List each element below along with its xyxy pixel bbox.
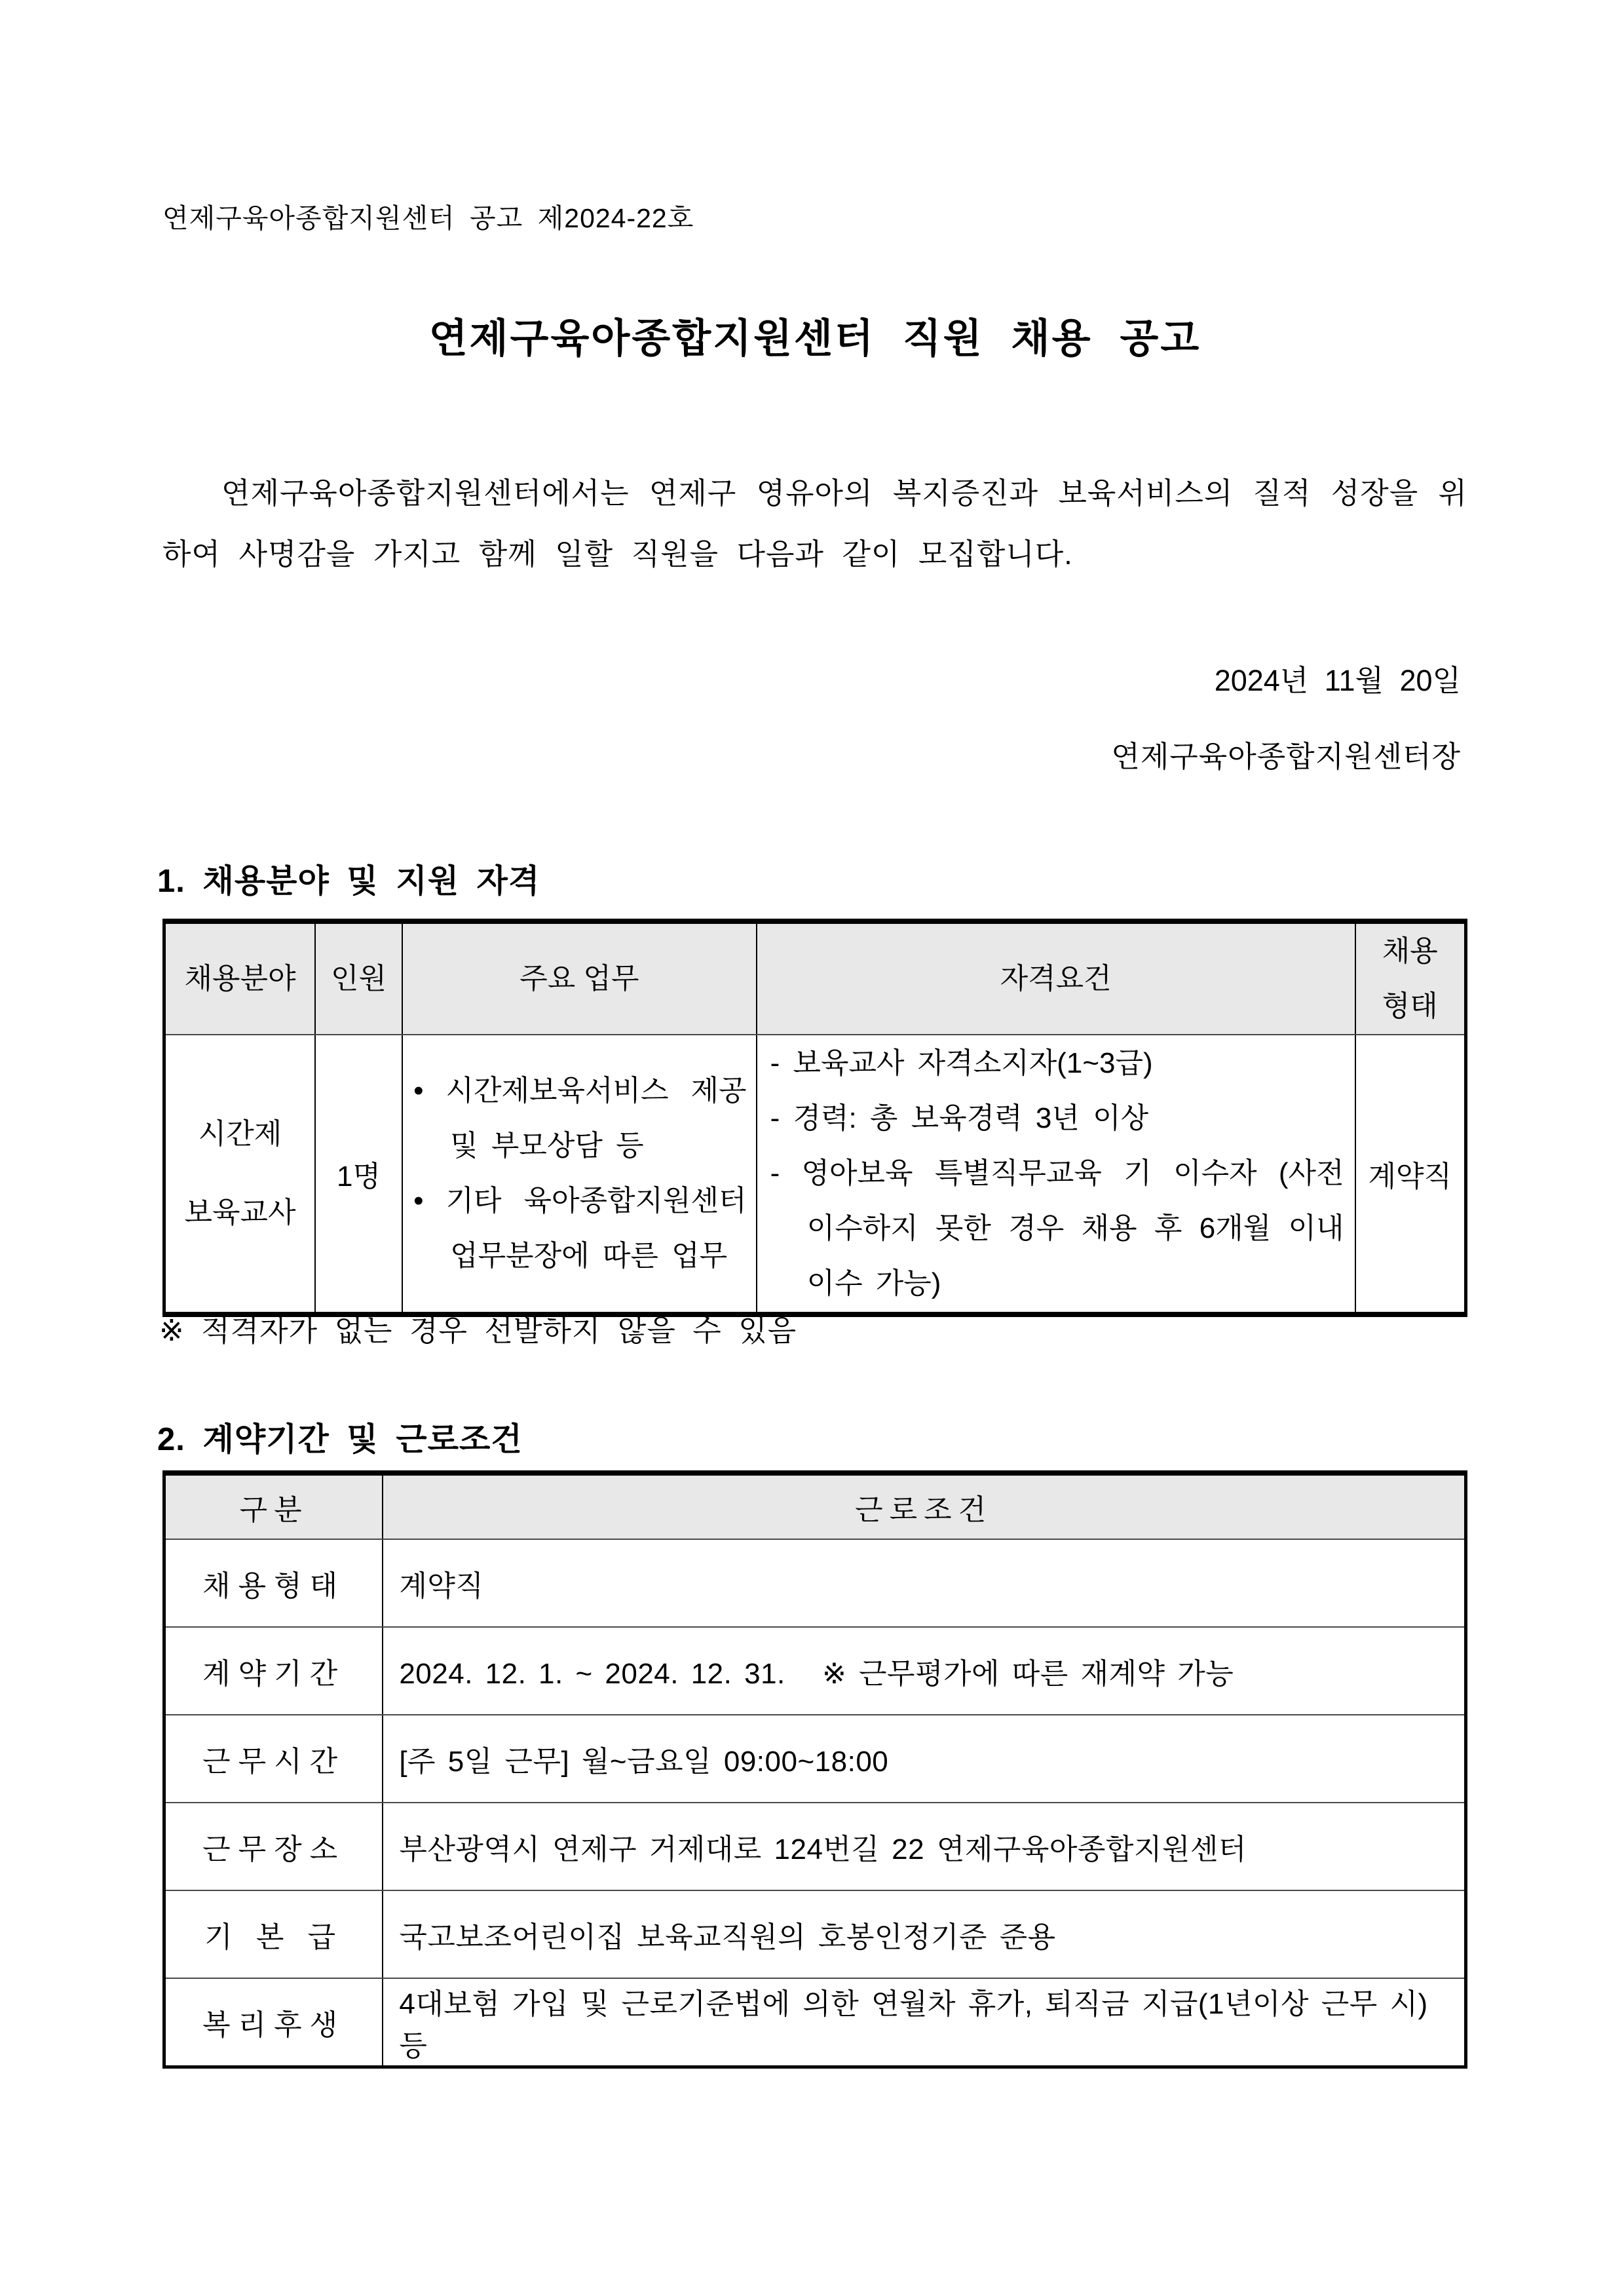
recruit-header-duties: 주요 업무 xyxy=(402,921,756,1035)
conditions-header-category: 구분 xyxy=(164,1473,383,1539)
qualification-item: - 경력: 총 보육경력 3년 이상 xyxy=(770,1102,1149,1134)
condition-label: 계약기간 xyxy=(164,1627,383,1715)
condition-value: [주 5일 근무] 월~금요일 09:00~18:00 xyxy=(383,1715,1465,1803)
recruit-table-row xyxy=(164,1035,1466,1314)
recruit-type-cell: 계약직 xyxy=(1355,1035,1466,1314)
duty-item: • 기타 육아종합지원센터 업무분장에 따른 업무 xyxy=(413,1185,747,1272)
conditions-row-contract-period xyxy=(164,1627,1466,1715)
condition-label: 근무장소 xyxy=(164,1803,383,1890)
condition-value: 2024. 12. 1. ~ 2024. 12. 31. ※ 근무평가에 따른 재계약 가능 xyxy=(383,1627,1465,1715)
announcement-date: 2024년 11월 20일 xyxy=(1214,664,1461,697)
condition-label: 기 본 급 xyxy=(164,1890,383,1978)
recruit-qualifications-cell xyxy=(757,1035,1355,1314)
recruit-table-header-row xyxy=(164,921,1466,1035)
condition-label: 근무시간 xyxy=(164,1715,383,1803)
signer: 연제구육아종합지원센터장 xyxy=(1111,740,1461,773)
qualification-item: - 영아보육 특별직무교육 기 이수자 (사전 이수하지 못한 경우 채용 후 6개월 이내 이수 가능) xyxy=(770,1157,1344,1299)
doc-number: 연제구육아종합지원센터 공고 제2024-22호 xyxy=(162,203,694,233)
conditions-row-employment-type xyxy=(164,1539,1466,1627)
intro-paragraph: 연제구육아종합지원센터에서는 연제구 영유아의 복지증진과 보육서비스의 질적 성장을 위하여 사명감을 가지고 함께 일할 직원을 다음과 같이 모집합니다. xyxy=(162,476,1467,571)
condition-value: 계약직 xyxy=(383,1539,1465,1627)
conditions-row-base-pay xyxy=(164,1890,1466,1978)
conditions-table-header-row xyxy=(164,1473,1466,1539)
recruit-header-qualifications: 자격요건 xyxy=(757,921,1355,1035)
recruit-header-type: 채용 형태 xyxy=(1355,921,1466,1035)
duty-item: • 시간제보육서비스 제공 및 부모상담 등 xyxy=(413,1075,747,1162)
section1-heading: 1. 채용분야 및 지원 자격 xyxy=(157,864,540,899)
qualification-item: - 보육교사 자격소지자(1~3급) xyxy=(770,1047,1153,1079)
condition-value: 4대보험 가입 및 근로기준법에 의한 연월차 휴가, 퇴직금 지급(1년이상 근무 시) 등 xyxy=(383,1978,1465,2067)
recruit-table xyxy=(162,919,1467,1317)
conditions-row-benefits xyxy=(164,1978,1466,2067)
page-title: 연제구육아종합지원센터 직원 채용 공고 xyxy=(428,316,1201,360)
recruit-header-field: 채용분야 xyxy=(164,921,315,1035)
conditions-row-workplace xyxy=(164,1803,1466,1890)
conditions-table xyxy=(162,1470,1467,2069)
recruit-duties-cell xyxy=(402,1035,756,1314)
recruit-count-cell: 1명 xyxy=(315,1035,402,1314)
condition-label: 복리후생 xyxy=(164,1978,383,2067)
condition-value: 국고보조어린이집 보육교직원의 호봉인정기준 준용 xyxy=(383,1890,1465,1978)
section2-heading: 2. 계약기간 및 근로조건 xyxy=(157,1422,523,1457)
recruit-header-count: 인원 xyxy=(315,921,402,1035)
recruit-field-cell: 시간제 보육교사 xyxy=(164,1035,315,1314)
condition-label: 채용형태 xyxy=(164,1539,383,1627)
conditions-row-work-hours xyxy=(164,1715,1466,1803)
conditions-header-terms: 근로조건 xyxy=(383,1473,1465,1539)
selection-note: ※ 적격자가 없는 경우 선발하지 않을 수 있음 xyxy=(159,1314,797,1347)
condition-value: 부산광역시 연제구 거제대로 124번길 22 연제구육아종합지원센터 xyxy=(383,1803,1465,1890)
